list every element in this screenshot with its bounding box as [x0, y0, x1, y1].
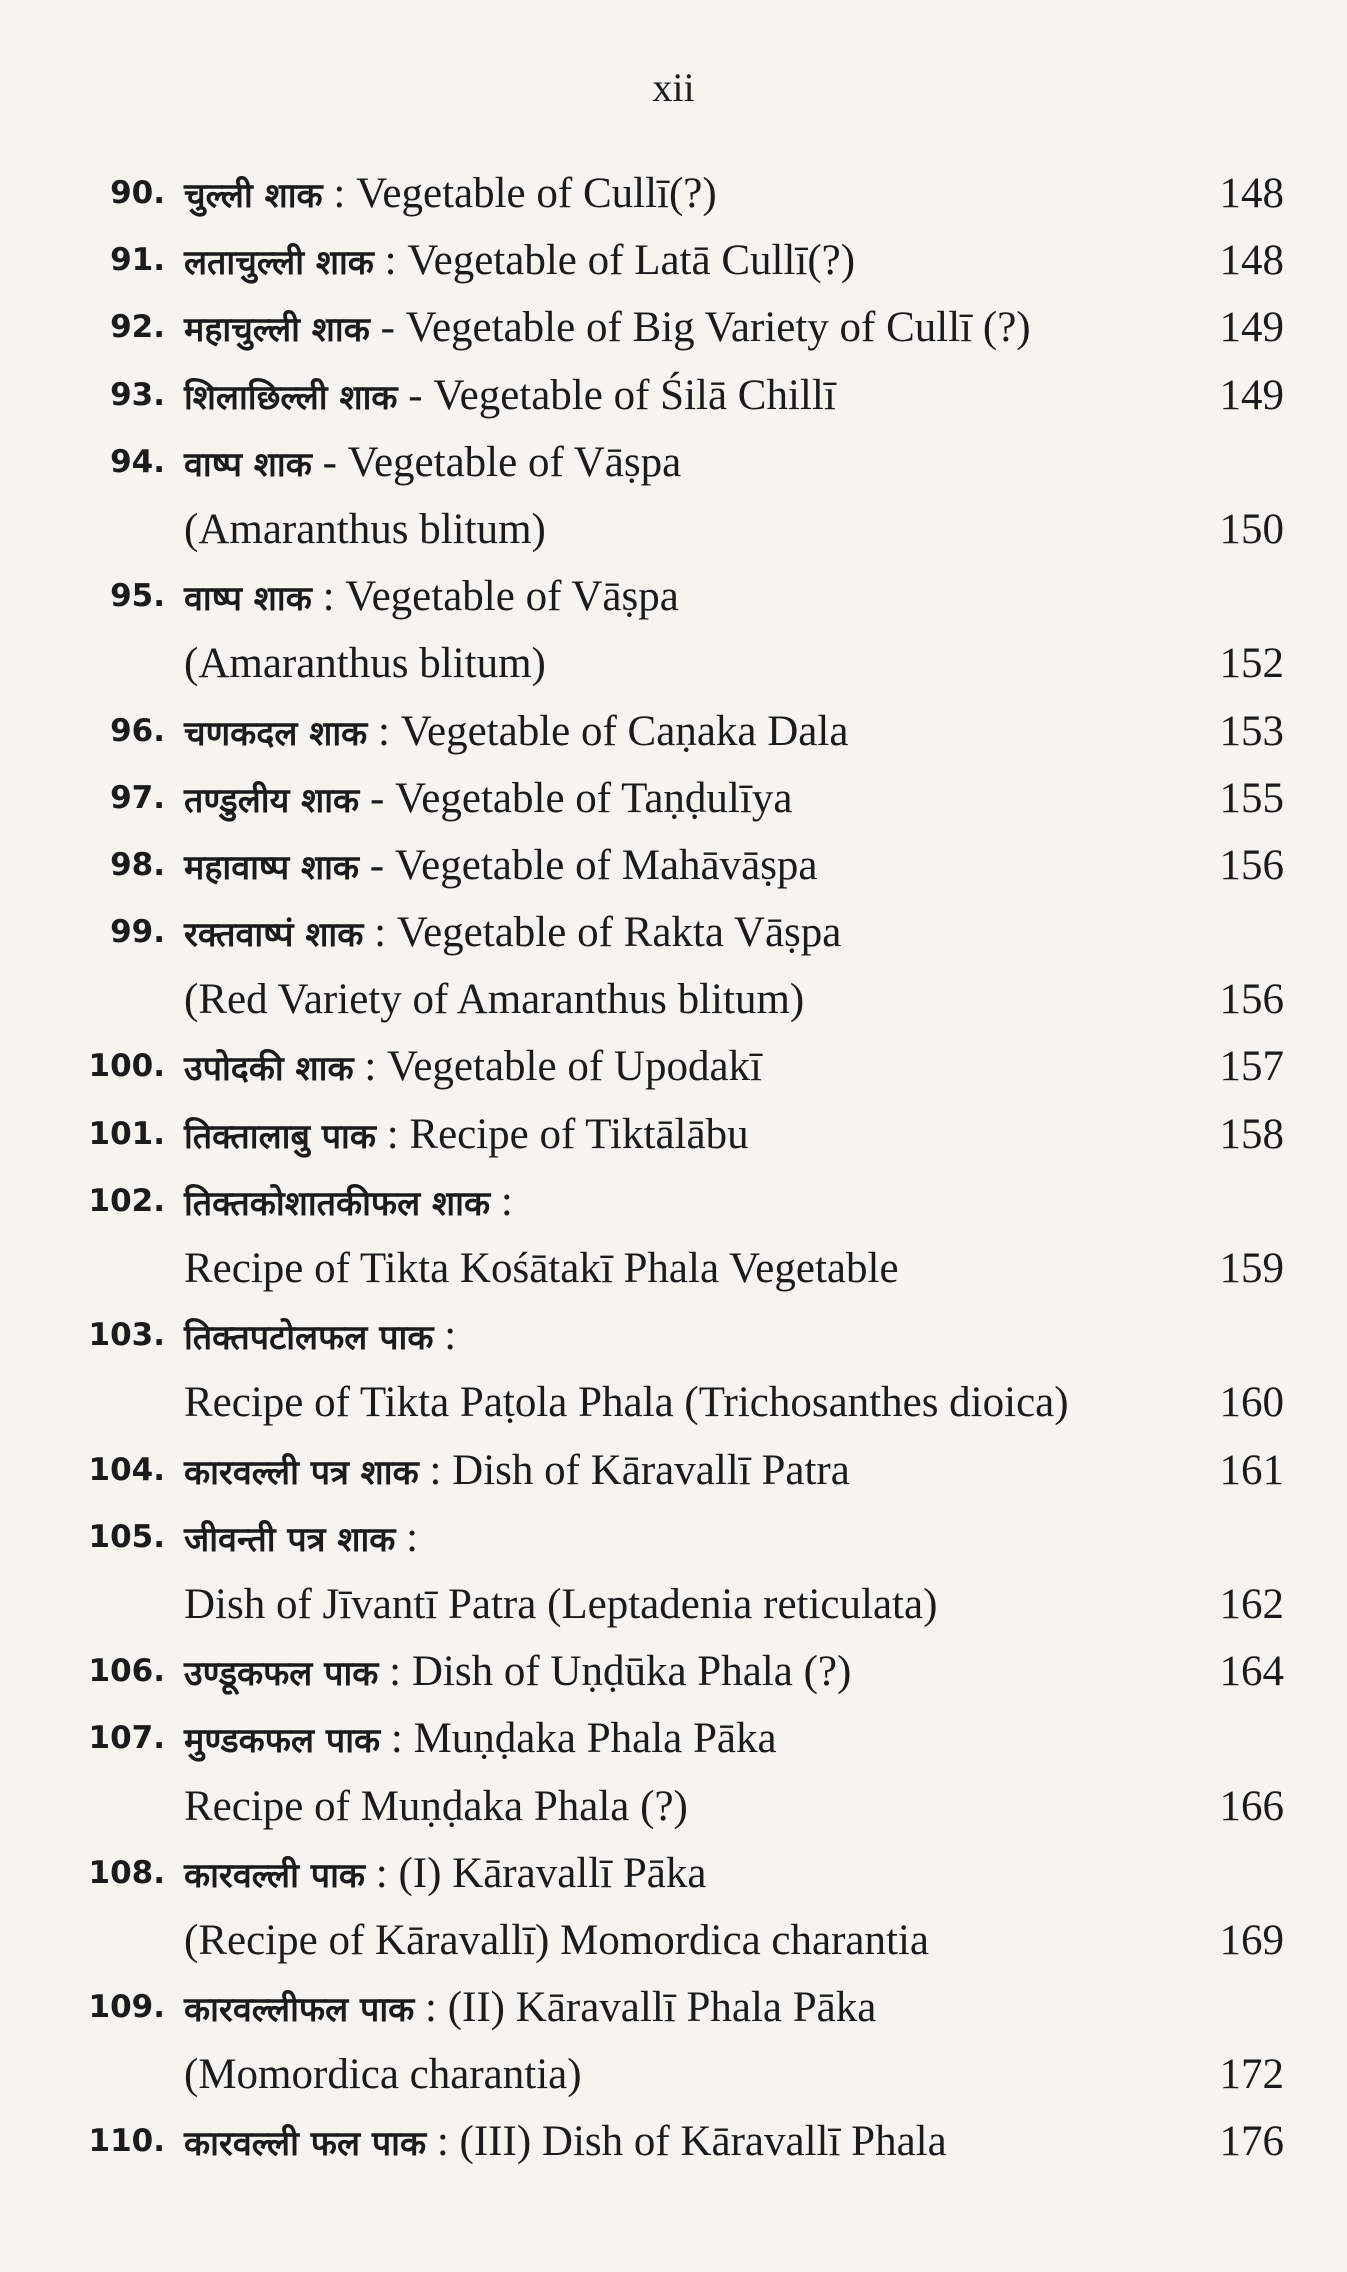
entry-number: 96. — [110, 712, 165, 749]
entry-continuation-text: (Amaranthus blitum) — [184, 505, 546, 553]
entry-english-title: - Vegetable of Mahāvāṣpa — [359, 841, 818, 889]
entry-page-number: 159 — [1219, 1245, 1284, 1292]
entry-english-title: : Vegetable of Upodakī — [353, 1043, 762, 1091]
entry-english-title: : (II) Kāravallī Phala Pāka — [414, 1984, 877, 2032]
toc-continuation-line — [0, 1235, 1347, 1302]
entry-title — [184, 765, 792, 835]
entry-page-number: 149 — [1219, 304, 1284, 352]
entry-sanskrit-title: लताचुल्ली शाक — [184, 243, 374, 284]
toc-entry — [0, 899, 1347, 966]
entry-title — [184, 1101, 749, 1171]
entry-continuation-text: (Red Variety of Amaranthus blitum) — [184, 976, 805, 1024]
entry-number: 98. — [110, 846, 165, 883]
entry-page-number: 164 — [1219, 1648, 1284, 1696]
entry-sanskrit-title: मुण्डकफल पाक — [184, 1721, 381, 1762]
entry-continuation-text: Recipe of Muṇḍaka Phala (?) — [184, 1782, 688, 1830]
entry-title — [184, 362, 836, 432]
entry-english-title: : Muṇḍaka Phala Pāka — [380, 1715, 777, 1763]
entry-number: 106. — [88, 1653, 165, 1690]
entry-number: 95. — [110, 578, 165, 615]
entry-title — [184, 294, 1031, 364]
entry-english-title: : Vegetable of Rakta Vāṣpa — [363, 909, 842, 957]
toc-continuation-line — [0, 1369, 1347, 1436]
entry-english-title: - Vegetable of Taṇḍulīya — [359, 774, 793, 822]
entry-sanskrit-title: कारवल्ली फल पाक — [184, 2124, 427, 2165]
entry-title — [184, 1840, 706, 1910]
entry-number: 90. — [110, 175, 165, 211]
toc-entry — [0, 362, 1347, 429]
toc-continuation-line — [0, 966, 1347, 1033]
entry-sanskrit-title: चुल्ली शाक — [184, 176, 323, 216]
toc-continuation-line — [0, 630, 1347, 697]
entry-sanskrit-title: तिक्तकोशातकीफल शाक — [184, 1183, 491, 1224]
entry-sanskrit-title: चणकदल शाक — [184, 713, 368, 754]
entry-number: 99. — [110, 914, 165, 951]
entry-number: 101. — [88, 1115, 165, 1152]
entry-sanskrit-title: वाष्प शाक — [184, 579, 312, 620]
toc-continuation-line — [0, 2041, 1347, 2108]
entry-title — [184, 832, 818, 902]
entry-number: 104. — [88, 1451, 165, 1488]
entry-title — [184, 899, 841, 969]
entry-english-title: : Vegetable of Caṇaka Dala — [367, 707, 849, 755]
entry-page-number: 148 — [1219, 170, 1284, 217]
toc-continuation-line — [0, 1907, 1347, 1974]
entry-page-number: 150 — [1219, 505, 1284, 553]
toc-entry — [0, 1302, 1347, 1369]
entry-english-title: : Recipe of Tiktālābu — [375, 1110, 749, 1158]
toc-entry — [0, 1974, 1347, 2041]
entry-page-number: 161 — [1219, 1446, 1284, 1494]
entry-sanskrit-title: कारवल्लीफल पाक — [184, 1990, 415, 2031]
entry-title — [184, 1504, 418, 1574]
toc-entry — [0, 1638, 1347, 1705]
entry-english-title: : (I) Kāravallī Pāka — [365, 1849, 707, 1897]
entry-sanskrit-title: महाचुल्ली शाक — [184, 310, 370, 351]
entry-page-number: 162 — [1219, 1580, 1284, 1628]
entry-page-number: 155 — [1219, 774, 1284, 822]
page-number: xii — [652, 65, 695, 110]
entry-sanskrit-title: शिलाछिल्ली शाक — [184, 377, 398, 418]
entry-english-title: : — [433, 1312, 457, 1360]
entry-title — [184, 160, 717, 230]
entry-page-number: 176 — [1219, 2118, 1284, 2166]
entry-page-number: 156 — [1219, 976, 1284, 1024]
table-of-contents — [0, 160, 1347, 2176]
toc-entry — [0, 1840, 1347, 1907]
toc-continuation-line — [0, 496, 1347, 563]
entry-page-number: 152 — [1219, 640, 1284, 688]
entry-number: 94. — [110, 443, 165, 480]
toc-continuation-line — [0, 1773, 1347, 1840]
entry-continuation-text: (Amaranthus blitum) — [184, 640, 546, 688]
entry-page-number: 157 — [1219, 1043, 1284, 1091]
entry-sanskrit-title: रक्तवाष्पं शाक — [184, 915, 364, 956]
entry-continuation-text: Dish of Jīvantī Patra (Leptadenia reticulata) — [184, 1580, 938, 1628]
entry-continuation-text: (Recipe of Kāravallī) Momordica charantia — [184, 1916, 929, 1964]
entry-continuation-text: Recipe of Tikta Paṭola Phala (Trichosanthes dioica) — [184, 1379, 1069, 1427]
entry-sanskrit-title: कारवल्ली पाक — [184, 1855, 365, 1896]
entry-english-title: : Vegetable of Cullī(?) — [322, 170, 717, 217]
toc-entry — [0, 227, 1347, 294]
entry-english-title: : Dish of Uṇḍūka Phala (?) — [378, 1648, 852, 1696]
entry-sanskrit-title: जीवन्ती पत्र शाक — [184, 1519, 396, 1560]
entry-number: 91. — [110, 242, 165, 279]
entry-english-title: : (III) Dish of Kāravallī Phala — [426, 2118, 947, 2166]
entry-sanskrit-title: तण्डुलीय शाक — [184, 780, 360, 821]
entry-continuation-text: (Momordica charantia) — [184, 2051, 582, 2099]
entry-title — [184, 2108, 947, 2178]
entry-title — [184, 1033, 762, 1103]
entry-page-number: 148 — [1219, 237, 1284, 285]
entry-number: 110. — [88, 2123, 165, 2160]
toc-entry — [0, 1168, 1347, 1235]
toc-entry — [0, 2108, 1347, 2175]
entry-page-number: 172 — [1219, 2051, 1284, 2099]
toc-entry — [0, 563, 1347, 630]
entry-page-number: 166 — [1219, 1782, 1284, 1830]
entry-title — [184, 1437, 850, 1507]
entry-title — [184, 1638, 851, 1708]
entry-title — [184, 1302, 456, 1372]
entry-sanskrit-title: उपोदकी शाक — [184, 1049, 354, 1090]
entry-number: 105. — [88, 1518, 165, 1555]
entry-continuation-text: Recipe of Tikta Kośātakī Phala Vegetable — [184, 1245, 899, 1292]
entry-english-title: : Vegetable of Latā Cullī(?) — [373, 237, 856, 285]
entry-number: 107. — [88, 1720, 165, 1757]
toc-entry — [0, 1705, 1347, 1772]
toc-entry — [0, 294, 1347, 361]
entry-english-title: : Vegetable of Vāṣpa — [311, 573, 679, 621]
entry-title — [184, 429, 681, 499]
entry-page-number: 160 — [1219, 1379, 1284, 1427]
entry-page-number: 153 — [1219, 707, 1284, 755]
entry-sanskrit-title: तिक्तालाबु पाक — [184, 1116, 376, 1157]
entry-page-number: 149 — [1219, 371, 1284, 419]
toc-entry — [0, 1101, 1347, 1168]
entry-title — [184, 563, 679, 633]
entry-sanskrit-title: उण्डूकफल पाक — [184, 1654, 379, 1695]
entry-english-title: - Vegetable of Śilā Chillī — [397, 371, 836, 419]
entry-number: 93. — [110, 376, 165, 413]
entry-page-number: 156 — [1219, 841, 1284, 889]
toc-entry — [0, 160, 1347, 227]
entry-english-title: - Vegetable of Big Variety of Cullī (?) — [369, 304, 1031, 352]
entry-title — [184, 1705, 777, 1775]
entry-title — [184, 1974, 876, 2044]
entry-english-title: : — [490, 1177, 513, 1225]
entry-sanskrit-title: कारवल्ली पत्र शाक — [184, 1452, 419, 1493]
toc-entry — [0, 698, 1347, 765]
entry-number: 103. — [88, 1317, 165, 1354]
entry-number: 97. — [110, 779, 165, 816]
entry-english-title: - Vegetable of Vāṣpa — [311, 438, 682, 486]
entry-sanskrit-title: तिक्तपटोलफल पाक — [184, 1318, 434, 1359]
toc-entry — [0, 1033, 1347, 1100]
entry-sanskrit-title: महावाष्प शाक — [184, 847, 360, 888]
entry-title — [184, 227, 855, 297]
toc-entry — [0, 429, 1347, 496]
entry-number: 108. — [88, 1854, 165, 1891]
entry-number: 92. — [110, 309, 165, 346]
toc-entry — [0, 1504, 1347, 1571]
entry-page-number: 169 — [1219, 1916, 1284, 1964]
entry-number: 100. — [88, 1048, 165, 1085]
entry-english-title: : — [395, 1513, 419, 1561]
entry-number: 109. — [88, 1989, 165, 2026]
entry-page-number: 158 — [1219, 1110, 1284, 1158]
toc-entry — [0, 765, 1347, 832]
toc-continuation-line — [0, 1571, 1347, 1638]
toc-entry — [0, 1437, 1347, 1504]
entry-english-title: : Dish of Kāravallī Patra — [418, 1446, 850, 1494]
toc-entry — [0, 832, 1347, 899]
entry-title — [184, 1168, 513, 1238]
entry-number: 102. — [88, 1182, 165, 1219]
entry-title — [184, 698, 848, 768]
entry-sanskrit-title: वाष्प शाक — [184, 444, 312, 485]
